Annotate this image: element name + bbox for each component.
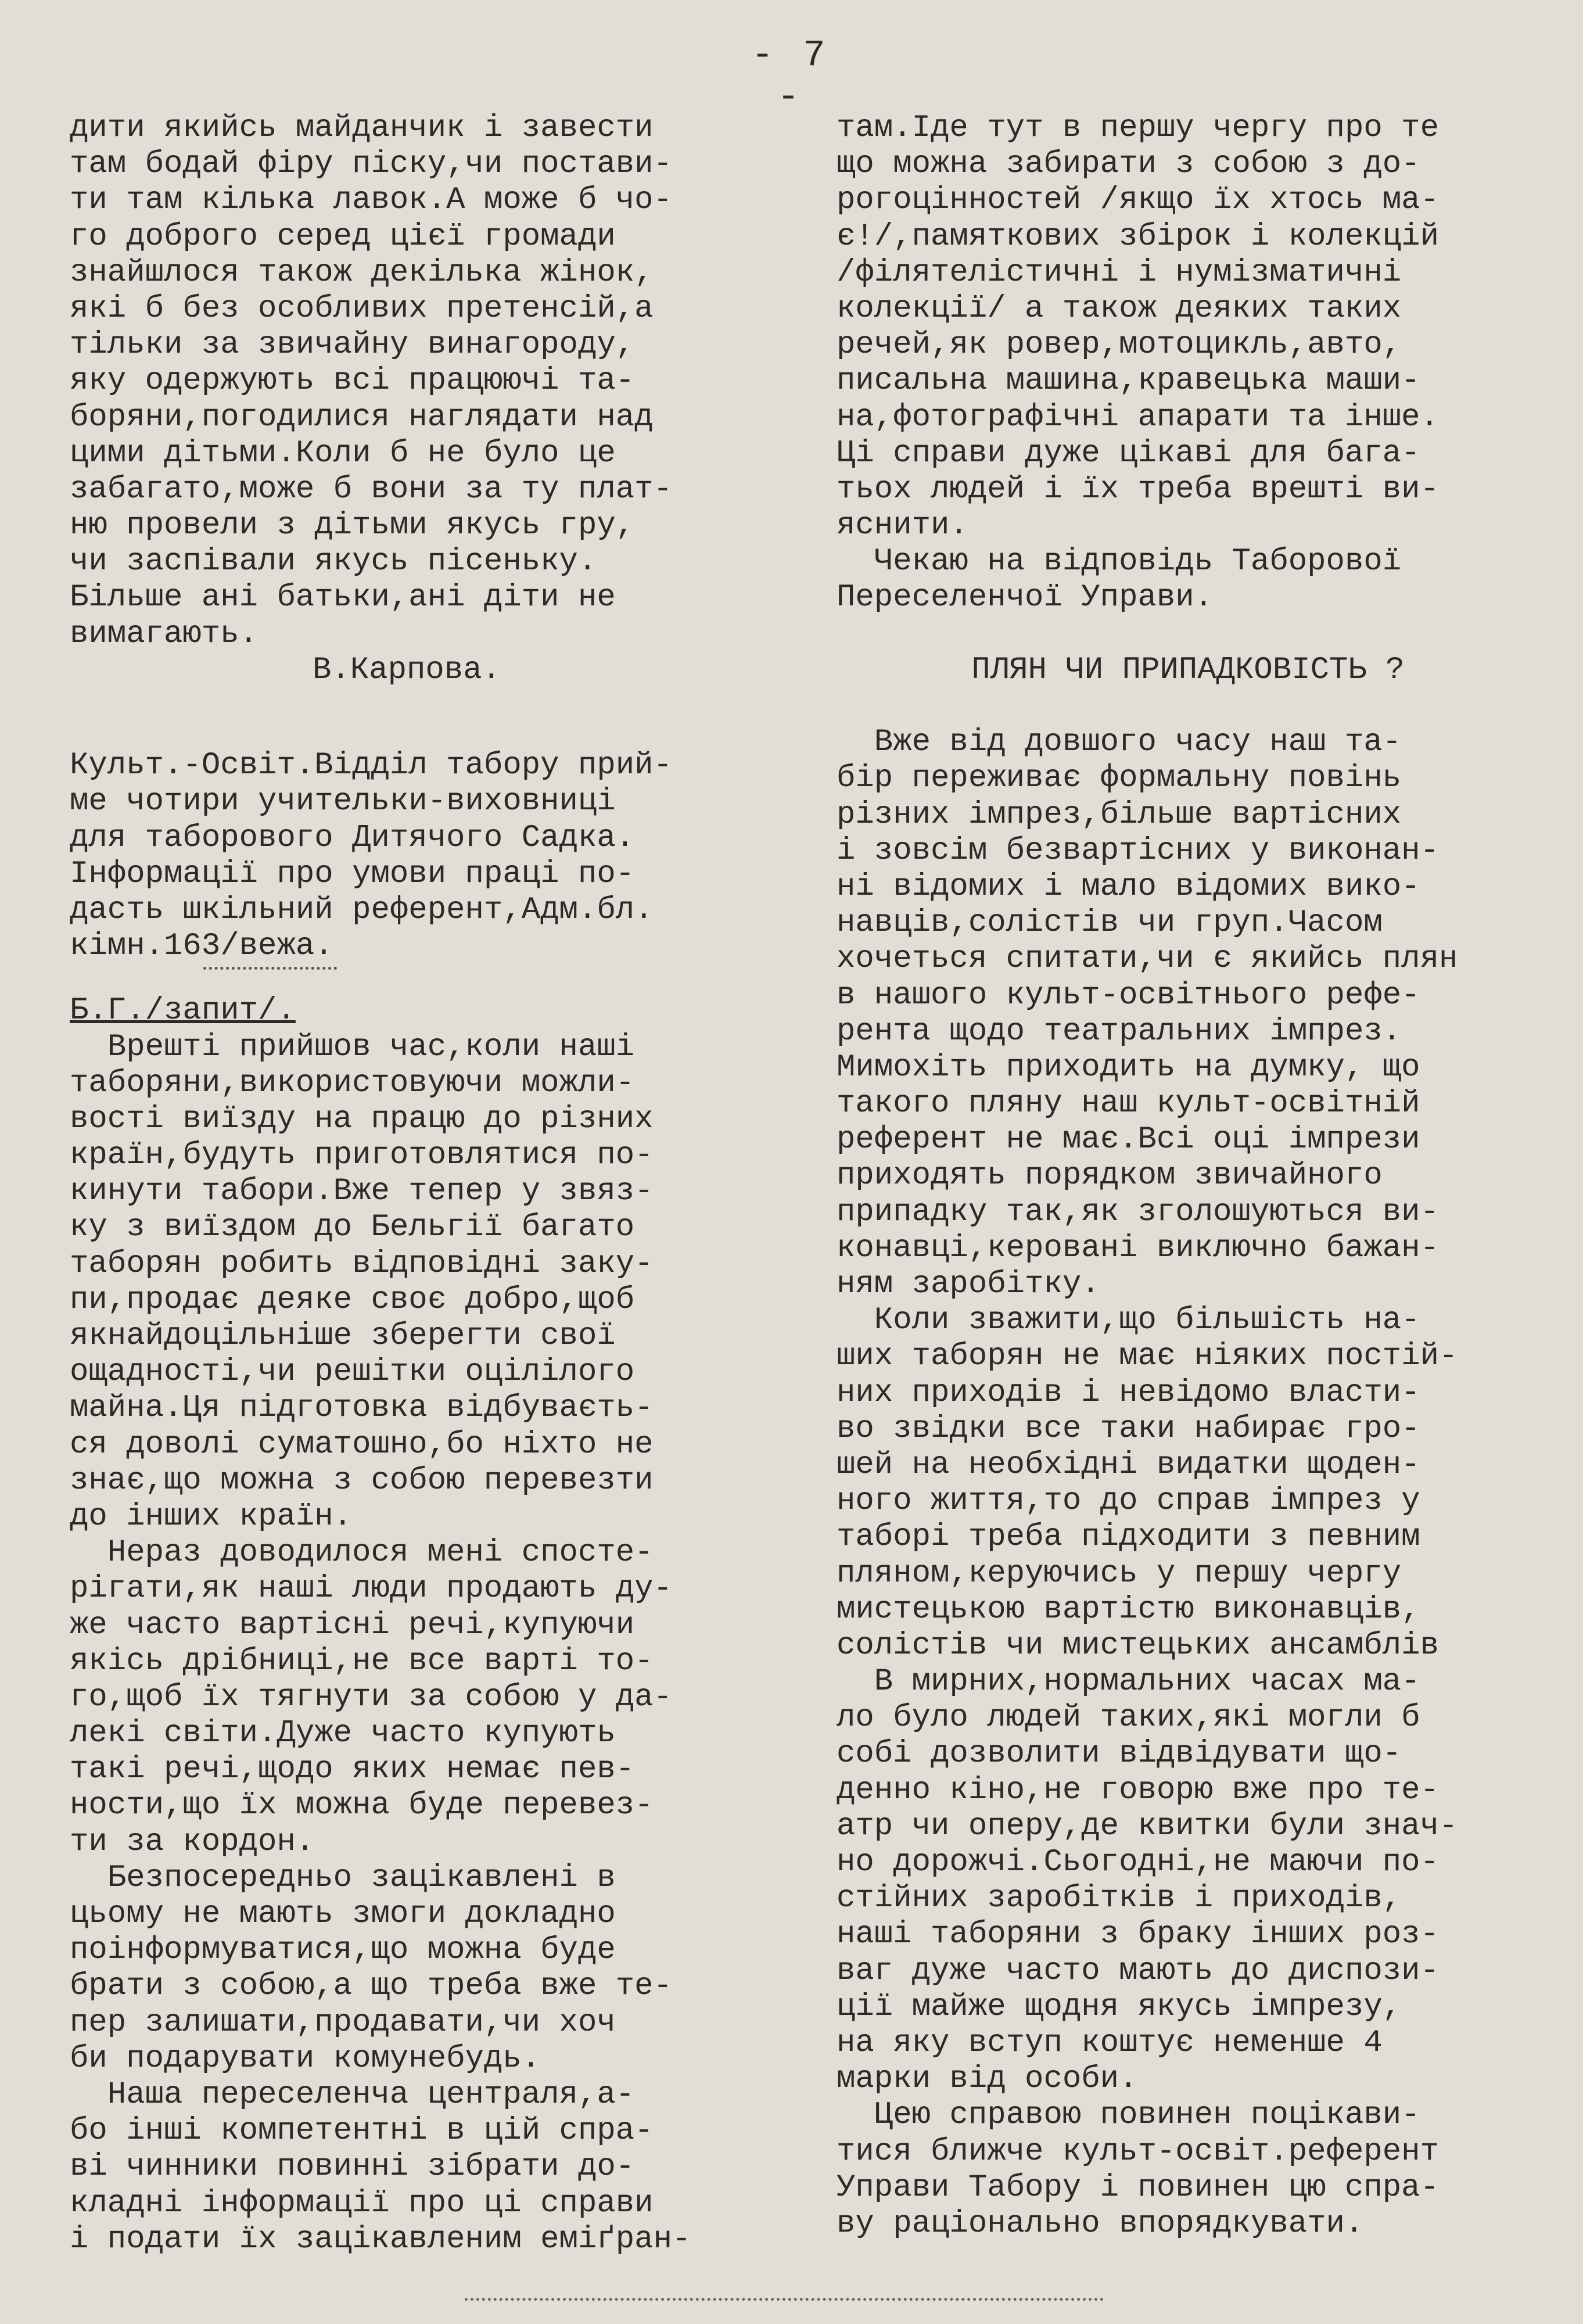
- text-line: брати з собою,а що треба вже те-: [70, 1968, 672, 2004]
- spacer: [837, 688, 1539, 725]
- text-line: ти за кордон.: [70, 1824, 315, 1860]
- text-line: тільки за звичайну винагороду,: [70, 327, 635, 363]
- text-line: для таборового Дитячого Садка.: [70, 820, 635, 856]
- text-line: колекції/ а також деяких таких: [837, 290, 1402, 327]
- text-line: які б без особливих претенсій,а: [70, 290, 654, 327]
- text-line: Коли зважити,що більшість на-: [837, 1303, 1420, 1339]
- text-line: вимагають.: [70, 616, 259, 652]
- text-line: дити якийсь майданчик і завести: [70, 110, 654, 146]
- text-line: чи заспівали якусь пісеньку.: [70, 544, 597, 580]
- text-line: ших таборян не має ніяких постій-: [837, 1339, 1458, 1375]
- text-line: приходять порядком звичайного: [837, 1158, 1383, 1194]
- spacer: [837, 616, 1539, 652]
- article-signature: В.Карпова.: [312, 652, 501, 688]
- left-column: [70, 110, 744, 2258]
- text-line: цими дітьми.Коли б не було це: [70, 435, 616, 471]
- text-line: кладні інформації про ці справи: [70, 2185, 654, 2221]
- text-line: же часто вартісні речі,купуючи: [70, 1607, 635, 1643]
- article-childcare-text: [70, 110, 744, 652]
- text-line: наші таборяни з браку інших роз-: [837, 1917, 1439, 1953]
- text-line: писальна машина,кравецька маши-: [837, 363, 1420, 399]
- text-line: ню провели з дітьми якусь гру,: [70, 508, 635, 544]
- text-line: но дорожчі.Сьогодні,не маючи по-: [837, 1845, 1439, 1880]
- text-line: Врешті прийшов час,коли наші: [70, 1029, 635, 1065]
- text-line: якнайдоцільніше зберегти свої: [70, 1318, 616, 1354]
- text-line: ся доволі суматошно,бо ніхто не: [70, 1426, 654, 1462]
- text-line: таборі треба підходити з певним: [837, 1519, 1420, 1555]
- bottom-divider: [465, 2298, 1104, 2301]
- text-line: ку з виїздом до Бельгії багато: [70, 1210, 635, 1246]
- text-line: них приходів і невідомо власти-: [837, 1375, 1420, 1411]
- text-line: Мимохіть приходить на думку, що: [837, 1049, 1420, 1085]
- text-line: ні відомих і мало відомих вико-: [837, 869, 1420, 905]
- text-line: кинути табори.Вже тепер у звяз-: [70, 1174, 654, 1210]
- text-line: яснити.: [837, 508, 968, 544]
- text-line: таборян робить відповідні заку-: [70, 1246, 654, 1282]
- text-line: би подарувати комунебудь.: [70, 2040, 541, 2076]
- text-line: ло було людей таких,які могли б: [837, 1700, 1420, 1736]
- text-line: навців,солістів чи груп.Часом: [837, 905, 1383, 941]
- article-title: ПЛЯН ЧИ ПРИПАДКОВІСТЬ ?: [971, 652, 1405, 688]
- text-line: шей на необхідні видатки щоден-: [837, 1447, 1420, 1483]
- text-line: солістів чи мистецьких ансамблів: [837, 1627, 1439, 1663]
- text-line: ції майже щодня якусь імпрезу,: [837, 1989, 1402, 2025]
- text-line: і зовсім безвартісних у виконан-: [837, 833, 1439, 869]
- text-line: Безпосередньо зацікавлені в: [70, 1860, 616, 1896]
- text-line: хочеться спитати,чи є якийсь плян: [837, 941, 1458, 977]
- text-line: бо інші компетентні в цій спра-: [70, 2113, 654, 2149]
- text-line: ти там кілька лавок.А може б чо-: [70, 182, 672, 218]
- text-line: Управи Табору і повинен цю спра-: [837, 2169, 1439, 2205]
- text-line: є!/,памяткових збірок і колекцій: [837, 218, 1439, 254]
- text-line: ме чотири учительки-виховниці: [70, 784, 616, 820]
- text-line: го,щоб їх тягнути за собою у да-: [70, 1679, 672, 1715]
- text-line: ваг дуже часто мають до диспози-: [837, 1953, 1439, 1989]
- notice-text: [70, 748, 744, 964]
- text-line: Більше ані батьки,ані діти не: [70, 580, 616, 616]
- text-line: там.Іде тут в першу чергу про те: [837, 110, 1439, 146]
- text-line: якісь дрібниці,не все варті то-: [70, 1643, 654, 1679]
- text-line: Нераз доводилося мені спосте-: [70, 1535, 654, 1571]
- page-number: - 7 -: [751, 35, 829, 119]
- divider: [203, 967, 337, 970]
- text-line: Культ.-Освіт.Відділ табору прий-: [70, 748, 672, 784]
- text-line: дасть шкільний референт,Адм.бл.: [70, 892, 654, 928]
- text-line: цьому не мають змоги докладно: [70, 1896, 616, 1932]
- text-line: ного життя,то до справ імпрез у: [837, 1483, 1420, 1519]
- text-line: різних імпрез,більше вартісних: [837, 797, 1402, 833]
- article-plan-text: [837, 725, 1539, 2242]
- text-line: ощадності,чи решітки оцілілого: [70, 1354, 635, 1390]
- text-line: боряни,погодилися наглядати над: [70, 399, 654, 435]
- text-line: Ці справи дуже цікаві для бага-: [837, 435, 1420, 471]
- text-line: /філятелістичні і нумізматичні: [837, 254, 1402, 290]
- text-line: вості виїзду на працю до різних: [70, 1101, 654, 1137]
- text-line: що можна забирати з собою з до-: [837, 146, 1420, 182]
- text-line: кімн.163/вежа.: [70, 928, 333, 964]
- text-line: такого пляну наш культ-освітній: [837, 1086, 1420, 1122]
- text-line: атр чи оперу,де квитки були знач-: [837, 1808, 1458, 1844]
- text-line: конавці,керовані виключно бажан-: [837, 1230, 1439, 1266]
- text-line: пер залишати,продавати,чи хоч: [70, 2004, 616, 2040]
- spacer: [70, 688, 744, 725]
- text-line: до інших країн.: [70, 1498, 353, 1534]
- text-line: стійних заробітків і приходів,: [837, 1881, 1402, 1917]
- text-line: на,фотографічні апарати та інше.: [837, 399, 1439, 435]
- text-line: забагато,може б вони за ту плат-: [70, 471, 672, 507]
- text-line: Вже від довшого часу наш та-: [837, 725, 1402, 761]
- text-line: рогоцінностей /якщо їх хтось ма-: [837, 182, 1439, 218]
- text-line: ности,що їх можна буде перевез-: [70, 1788, 654, 1824]
- spacer: [70, 725, 744, 748]
- text-line: і подати їх зацікавленим еміґран-: [70, 2221, 691, 2257]
- text-line: ву раціонально впорядкувати.: [837, 2205, 1364, 2241]
- text-line: знає,що можна з собою перевезти: [70, 1462, 654, 1498]
- text-line: Чекаю на відповідь Таборової: [837, 544, 1402, 580]
- text-line: тися ближче культ-освіт.референт: [837, 2133, 1439, 2169]
- text-line: пи,продає деяке своє добро,щоб: [70, 1282, 635, 1318]
- text-line: таборяни,використовуючи можли-: [70, 1065, 635, 1101]
- text-line: речей,як ровер,мотоцикль,авто,: [837, 327, 1402, 363]
- text-line: ням заробітку.: [837, 1267, 1100, 1302]
- text-line: тьох людей і їх треба врешті ви-: [837, 471, 1439, 507]
- text-line: бір переживає формальну повінь: [837, 761, 1402, 797]
- text-line: там бодай фіру піску,чи постави-: [70, 146, 672, 182]
- text-line: во звідки все таки набирає гро-: [837, 1411, 1420, 1447]
- query-continuation-text: [837, 110, 1539, 616]
- text-line: знайшлося також декілька жінок,: [70, 254, 654, 290]
- text-line: собі дозволити відвідувати що-: [837, 1736, 1402, 1772]
- text-line: го доброго серед цієї громади: [70, 218, 616, 254]
- text-line: Інформації про умови праці по-: [70, 856, 635, 892]
- text-line: Переселенчої Управи.: [837, 580, 1214, 616]
- text-line: на яку вступ коштує неменше 4: [837, 2025, 1383, 2061]
- query-title: Б.Г./запит/.: [70, 993, 296, 1029]
- text-line: мистецькою вартістю виконавців,: [837, 1591, 1420, 1627]
- text-line: денно кіно,не говорю вже про те-: [837, 1772, 1439, 1808]
- text-line: такі речі,щодо яких немає пев-: [70, 1752, 635, 1788]
- text-line: в нашого культ-освітнього рефе-: [837, 977, 1420, 1013]
- text-line: яку одержують всі працюючі та-: [70, 363, 635, 399]
- text-line: припадку так,як зголошуються ви-: [837, 1194, 1439, 1230]
- text-line: пляном,керуючись у першу чергу: [837, 1555, 1402, 1591]
- query-text: [70, 1030, 744, 2258]
- text-line: майна.Ця підготовка відбуваєть-: [70, 1390, 654, 1426]
- text-line: референт не має.Всі оці імпрези: [837, 1122, 1420, 1158]
- text-line: рігати,як наші люди продають ду-: [70, 1571, 672, 1607]
- text-line: Цею справою повинен поцікави-: [837, 2097, 1420, 2133]
- text-line: рента щодо театральних імпрез.: [837, 1013, 1402, 1049]
- right-column: [837, 110, 1539, 2242]
- text-line: марки від особи.: [837, 2061, 1138, 2097]
- text-line: країн,будуть приготовлятися по-: [70, 1138, 654, 1174]
- text-line: Наша переселенча централя,а-: [70, 2076, 635, 2113]
- text-line: В мирних,нормальних часах ма-: [837, 1664, 1420, 1700]
- text-line: лекі світи.Дуже часто купують: [70, 1716, 616, 1752]
- text-line: ві чинники повинні зібрати до-: [70, 2149, 635, 2185]
- text-line: поінформуватися,що можна буде: [70, 1932, 616, 1968]
